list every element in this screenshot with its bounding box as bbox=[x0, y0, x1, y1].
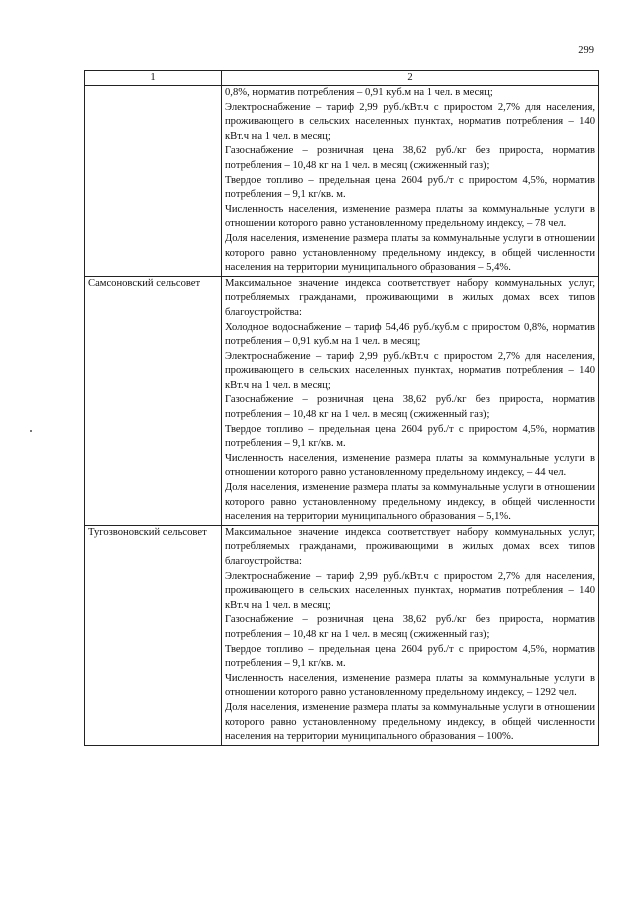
description-paragraph: Твердое топливо – предельная цена 2604 руб./т с приростом 4,5%, норматив потребления – 9,1 кг/кв. м. bbox=[225, 423, 595, 450]
municipality-name: Самсоновский сельсовет bbox=[88, 277, 201, 289]
municipality-name-cell bbox=[85, 525, 222, 745]
table-body bbox=[85, 86, 599, 746]
description-paragraph: 0,8%, норматив потребления – 0,91 куб.м на 1 чел. в месяц; bbox=[225, 87, 493, 98]
table-row bbox=[85, 276, 599, 525]
tariff-table bbox=[84, 70, 599, 746]
description-cell bbox=[222, 276, 599, 525]
column-header-2: 2 bbox=[222, 71, 599, 86]
table-row bbox=[85, 86, 599, 277]
description-paragraph: Численность населения, изменение размера платы за коммунальные услуги в отношении которого равно установленному предельному индексу, – 44 чел. bbox=[225, 452, 595, 479]
municipality-name: Тугозвоновский сельсовет bbox=[88, 526, 207, 538]
description-paragraph: Численность населения, изменение размера платы за коммунальные услуги в отношении которого равно установленному предельному индексу, – 1292 чел. bbox=[225, 672, 595, 699]
description-paragraph: Численность населения, изменение размера платы за коммунальные услуги в отношении которого равно установленному предельному индексу, – 78 чел. bbox=[225, 203, 595, 230]
description-paragraph: Электроснабжение – тариф 2,99 руб./кВт.ч с приростом 2,7% для населения, проживающего в сельских населенных пунктах, норматив потребления – 140 кВт.ч на 1 чел. в месяц; bbox=[225, 570, 595, 611]
description-paragraph: Твердое топливо – предельная цена 2604 руб./т с приростом 4,5%, норматив потребления – 9,1 кг/кв. м. bbox=[225, 174, 595, 201]
description-paragraph: Максимальное значение индекса соответствует набору коммунальных услуг, потребляемых гражданами, проживающими в жилых домах всех типов благоустройства: bbox=[225, 526, 595, 567]
description-cell bbox=[222, 525, 599, 745]
page-number: 299 bbox=[578, 45, 594, 56]
description-paragraph: Газоснабжение – розничная цена 38,62 руб./кг без прироста, норматив потребления – 10,48 кг на 1 чел. в месяц (сжиженный газ); bbox=[225, 614, 595, 640]
description-paragraph: Твердое топливо – предельная цена 2604 руб./т с приростом 4,5%, норматив потребления – 9,1 кг/кв. м. bbox=[225, 643, 595, 670]
description-paragraph: Электроснабжение – тариф 2,99 руб./кВт.ч с приростом 2,7% для населения, проживающего в сельских населенных пунктах, норматив потребления – 140 кВт.ч на 1 чел. в месяц; bbox=[225, 350, 595, 391]
scan-speck bbox=[30, 430, 32, 432]
description-paragraph: Холодное водоснабжение – тариф 54,46 руб./куб.м с приростом 0,8%, норматив потребления – 0,91 куб.м на 1 чел. в месяц; bbox=[225, 321, 595, 348]
description-paragraph: Газоснабжение – розничная цена 38,62 руб./кг без прироста, норматив потребления – 10,48 кг на 1 чел. в месяц (сжиженный газ); bbox=[225, 394, 595, 421]
description-paragraph: Максимальное значение индекса соответствует набору коммунальных услуг, потребляемых гражданами, проживающими в жилых домах всех типов благоустройства: bbox=[225, 277, 595, 318]
municipality-name-cell bbox=[85, 86, 222, 277]
table-header-row bbox=[85, 71, 599, 86]
description-paragraph: Доля населения, изменение размера платы за коммунальные услуги в отношении которого равно установленному предельному индексу, в общей численности населения на территории муниципального образования – 5,1%. bbox=[225, 482, 595, 523]
municipality-name-cell bbox=[85, 276, 222, 525]
table-row bbox=[85, 525, 599, 745]
description-paragraph: Электроснабжение – тариф 2,99 руб./кВт.ч с приростом 2,7% для населения, проживающего в сельских населенных пунктах, норматив потребления – 140 кВт.ч на 1 чел. в месяц; bbox=[225, 101, 595, 142]
description-cell bbox=[222, 86, 599, 277]
column-header-1: 1 bbox=[85, 71, 222, 86]
description-paragraph: Доля населения, изменение размера платы за коммунальные услуги в отношении которого равно установленному предельному индексу, в общей численности населения на территории муниципального образования – 5,4%. bbox=[225, 232, 595, 274]
description-paragraph: Газоснабжение – розничная цена 38,62 руб./кг без прироста, норматив потребления – 10,48 кг на 1 чел. в месяц (сжиженный газ); bbox=[225, 145, 595, 171]
description-paragraph: Доля населения, изменение размера платы за коммунальные услуги в отношении которого равно установленному предельному индексу, в общей численности населения на территории муниципального образования – 100%. bbox=[225, 701, 595, 743]
